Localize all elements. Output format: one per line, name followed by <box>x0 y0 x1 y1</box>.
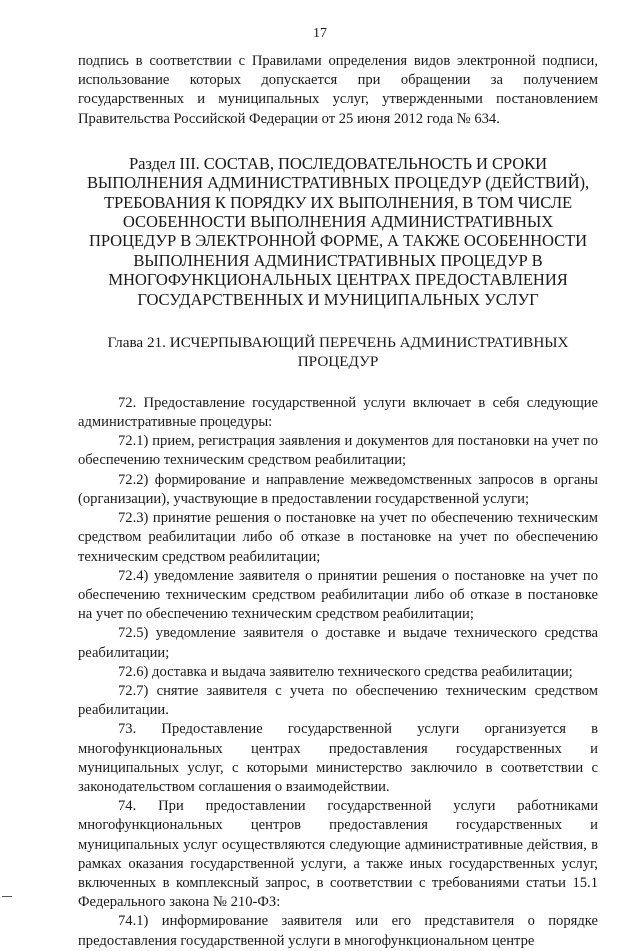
paragraph-74: 74. При предоставлении государственной услуги работниками многофункциональных центров предоставления государственных и муниципальных услуг осуществляются следующие административные действия, в рамках оказания государственной услуги, а также иных государственных услуг, включенных в комплексный запрос, в соответствии с требованиями статьи 15.1 Федерального закона № 210-ФЗ: <box>78 798 598 911</box>
procedure-list <box>78 394 598 951</box>
intro-paragraph: подпись в соответствии с Правилами определения видов электронной подписи, использование которых допускается при обращении за получением государственных и муниципальных услуг, утвержденными постановлением Правительства Российской Федерации от 25 июня 2012 года № 634. <box>78 53 598 127</box>
paragraph-72-1: 72.1) прием, регистрация заявления и документов для постановки на учет по обеспечению техническим средством реабилитации; <box>78 433 598 469</box>
paragraph-72-2: 72.2) формирование и направление межведомственных запросов в органы (организации), участвующие в предоставлении государственной услуги; <box>78 471 598 507</box>
document-body <box>78 52 598 951</box>
paragraph-74-1: 74.1) информирование заявителя или его представителя о порядке предоставления государственной услуги в многофункциональном центре <box>78 913 598 949</box>
section-title: Раздел III. СОСТАВ, ПОСЛЕДОВАТЕЛЬНОСТЬ И СРОКИ ВЫПОЛНЕНИЯ АДМИНИСТРАТИВНЫХ ПРОЦЕДУР (ДЕЙСТВИЙ), ТРЕБОВАНИЯ К ПОРЯДКУ ИХ ВЫПОЛНЕНИЯ, В ТОМ ЧИСЛЕ ОСОБЕННОСТИ ВЫПОЛНЕНИЯ АДМИНИСТРАТИВНЫХ ПРОЦЕДУР В ЭЛЕКТРОННОЙ ФОРМЕ, А ТАКЖЕ ОСОБЕННОСТИ ВЫПОЛНЕНИЯ АДМИНИСТРАТИВНЫХ ПРОЦЕДУР В МНОГОФУНКЦИОНАЛЬНЫХ ЦЕНТРАХ ПРЕДОСТАВЛЕНИЯ ГОСУДАРСТВЕННЫХ И МУНИЦИПАЛЬНЫХ УСЛУГ <box>86 153 590 309</box>
chapter-title: Глава 21. ИСЧЕРПЫВАЮЩИЙ ПЕРЕЧЕНЬ АДМИНИСТРАТИВНЫХ ПРОЦЕДУР <box>107 334 569 371</box>
paragraph-73: 73. Предоставление государственной услуги организуется в многофункциональных центрах предоставления государственных и муниципальных услуг, с которыми министерство заключило в соответствии с законодательством соглашения о взаимодействии. <box>78 721 598 795</box>
paragraph-72: 72. Предоставление государственной услуги включает в себя следующие административные процедуры: <box>78 394 598 431</box>
paragraph-72-7: 72.7) снятие заявителя с учета по обеспечению техническим средством реабилитации. <box>78 682 598 719</box>
page-number: 17 <box>313 26 327 41</box>
paragraph-72-3: 72.3) принятие решения о постановке на учет по обеспечению техническим средством реабилитации либо об отказе в постановке на учет по обеспечению техническим средством реабилитации; <box>78 510 598 565</box>
paragraph-72-6: 72.6) доставка и выдача заявителю технического средства реабилитации; <box>118 663 573 680</box>
paragraph-72-5: 72.5) уведомление заявителя о доставке и выдаче технического средства реабилитации; <box>78 625 598 661</box>
paragraph-72-4: 72.4) уведомление заявителя о принятии решения о постановке на учет по обеспечению техническим средством реабилитации либо об отказе в постановке на учет по обеспечению техническим средством реабилитации; <box>78 567 598 623</box>
scan-mark <box>2 896 12 897</box>
